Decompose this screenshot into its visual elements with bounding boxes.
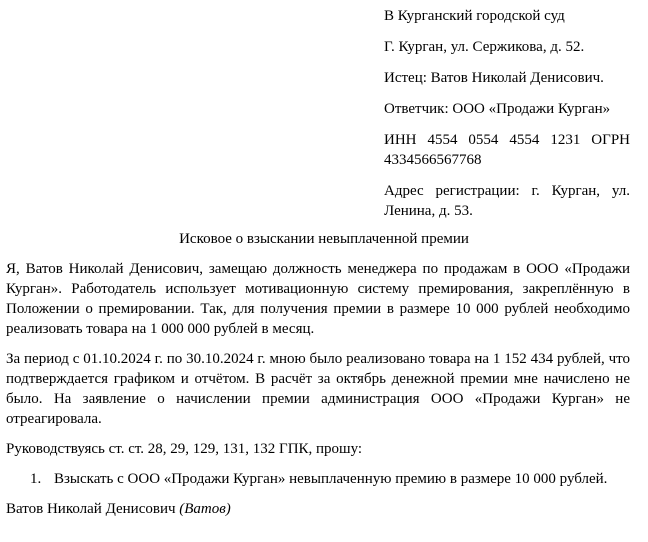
handwritten-signature: (Ватов) (179, 501, 231, 517)
court-address: Г. Курган, ул. Сержикова, д. 52. (384, 39, 585, 55)
body-paragraph-3: Руководствуясь ст. ст. 28, 29, 129, 131, 132 ГПК, прошу: (6, 441, 363, 457)
registration-address: Адрес регистрации: г. Курган, ул. Ленина, д. 53. (384, 183, 630, 219)
signatory-name: Ватов Николай Денисович (6, 501, 176, 517)
defendant-line: Ответчик: ООО «Продажи Курган» (384, 101, 611, 117)
list-item (6, 469, 630, 489)
request-list (6, 469, 630, 489)
court-name: В Курганский городской суд (384, 8, 565, 24)
list-item-number: 1. (30, 471, 42, 487)
document-body (6, 259, 630, 519)
addressee-block (384, 6, 630, 232)
body-paragraph-2: За период с 01.10.2024 г. по 30.10.2024 г. мною было реализовано товара на 1 152 434 рублей, что подтверждается графиком и отчётом. В расчёт за октябрь денежной премии мне начислено не было. На заявление о начислении премии администрация ООО «Продажи Курган» не отреагировала. (6, 351, 630, 427)
plaintiff-line: Истец: Ватов Николай Денисович. (384, 70, 604, 86)
signature-line (6, 499, 630, 519)
list-item-text: Взыскать с ООО «Продажи Курган» невыплаченную премию в размере 10 000 рублей. (54, 471, 608, 487)
inn-ogrn-line: ИНН 4554 0554 4554 1231 ОГРН 4334566567768 (384, 132, 630, 168)
body-paragraph-1: Я, Ватов Николай Денисович, замещаю должность менеджера по продажам в ООО «Продажи Курган». Работодатель использует мотивационную систему премирования, закреплённую в Положении о премировании. Так, для получения премии в размере 10 000 рублей необходимо реализовать товара на 1 000 000 рублей в месяц. (6, 261, 630, 337)
document-title: Исковое о взыскании невыплаченной премии (179, 231, 469, 247)
